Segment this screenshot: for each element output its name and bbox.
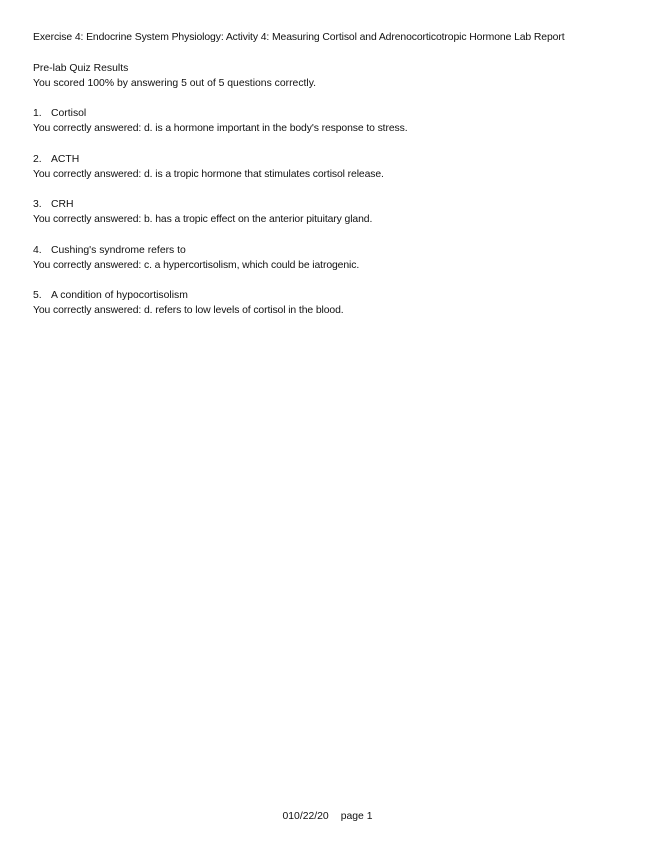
question-prompt: Cushing's syndrome refers to (51, 244, 186, 256)
answer-line: You correctly answered: d. is a tropic hormone that stimulates cortisol release. (33, 168, 384, 180)
question-item (33, 152, 633, 182)
page-number: page 1 (340, 811, 373, 822)
question-list (33, 106, 633, 334)
score-text: You scored 100% by answering 5 out of 5 questions correctly. (33, 78, 317, 89)
question-prompt: A condition of hypocortisolism (51, 290, 188, 301)
question-item (33, 288, 633, 318)
question-prompt: Cortisol (51, 108, 87, 119)
question-line (33, 243, 633, 258)
question-item (33, 243, 633, 273)
question-number: 4. (33, 244, 42, 256)
question-number: 3. (33, 199, 42, 210)
question-number: 2. (33, 153, 42, 165)
document-title: Exercise 4: Endocrine System Physiology: Activity 4: Measuring Cortisol and Adrenocorticotropic Hormone Lab Report (33, 32, 565, 43)
question-number: 1. (33, 108, 42, 119)
question-item (33, 197, 633, 227)
answer-line: You correctly answered: b. has a tropic effect on the anterior pituitary gland. (33, 214, 373, 225)
answer-line: You correctly answered: d. is a hormone important in the body's response to stress. (33, 123, 408, 134)
answer-line: You correctly answered: d. refers to low levels of cortisol in the blood. (33, 305, 344, 316)
answer-line: You correctly answered: c. a hypercortisolism, which could be iatrogenic. (33, 259, 360, 271)
question-prompt: ACTH (51, 153, 80, 165)
footer-date: 010/22/20 (282, 811, 329, 822)
question-line (33, 152, 633, 167)
question-line (33, 106, 633, 121)
question-line (33, 197, 633, 212)
page-footer (0, 809, 655, 824)
question-prompt: CRH (51, 199, 74, 210)
question-line (33, 288, 633, 303)
question-number: 5. (33, 290, 42, 301)
question-item (33, 106, 633, 136)
quiz-summary (33, 61, 316, 91)
summary-heading: Pre-lab Quiz Results (33, 63, 129, 74)
